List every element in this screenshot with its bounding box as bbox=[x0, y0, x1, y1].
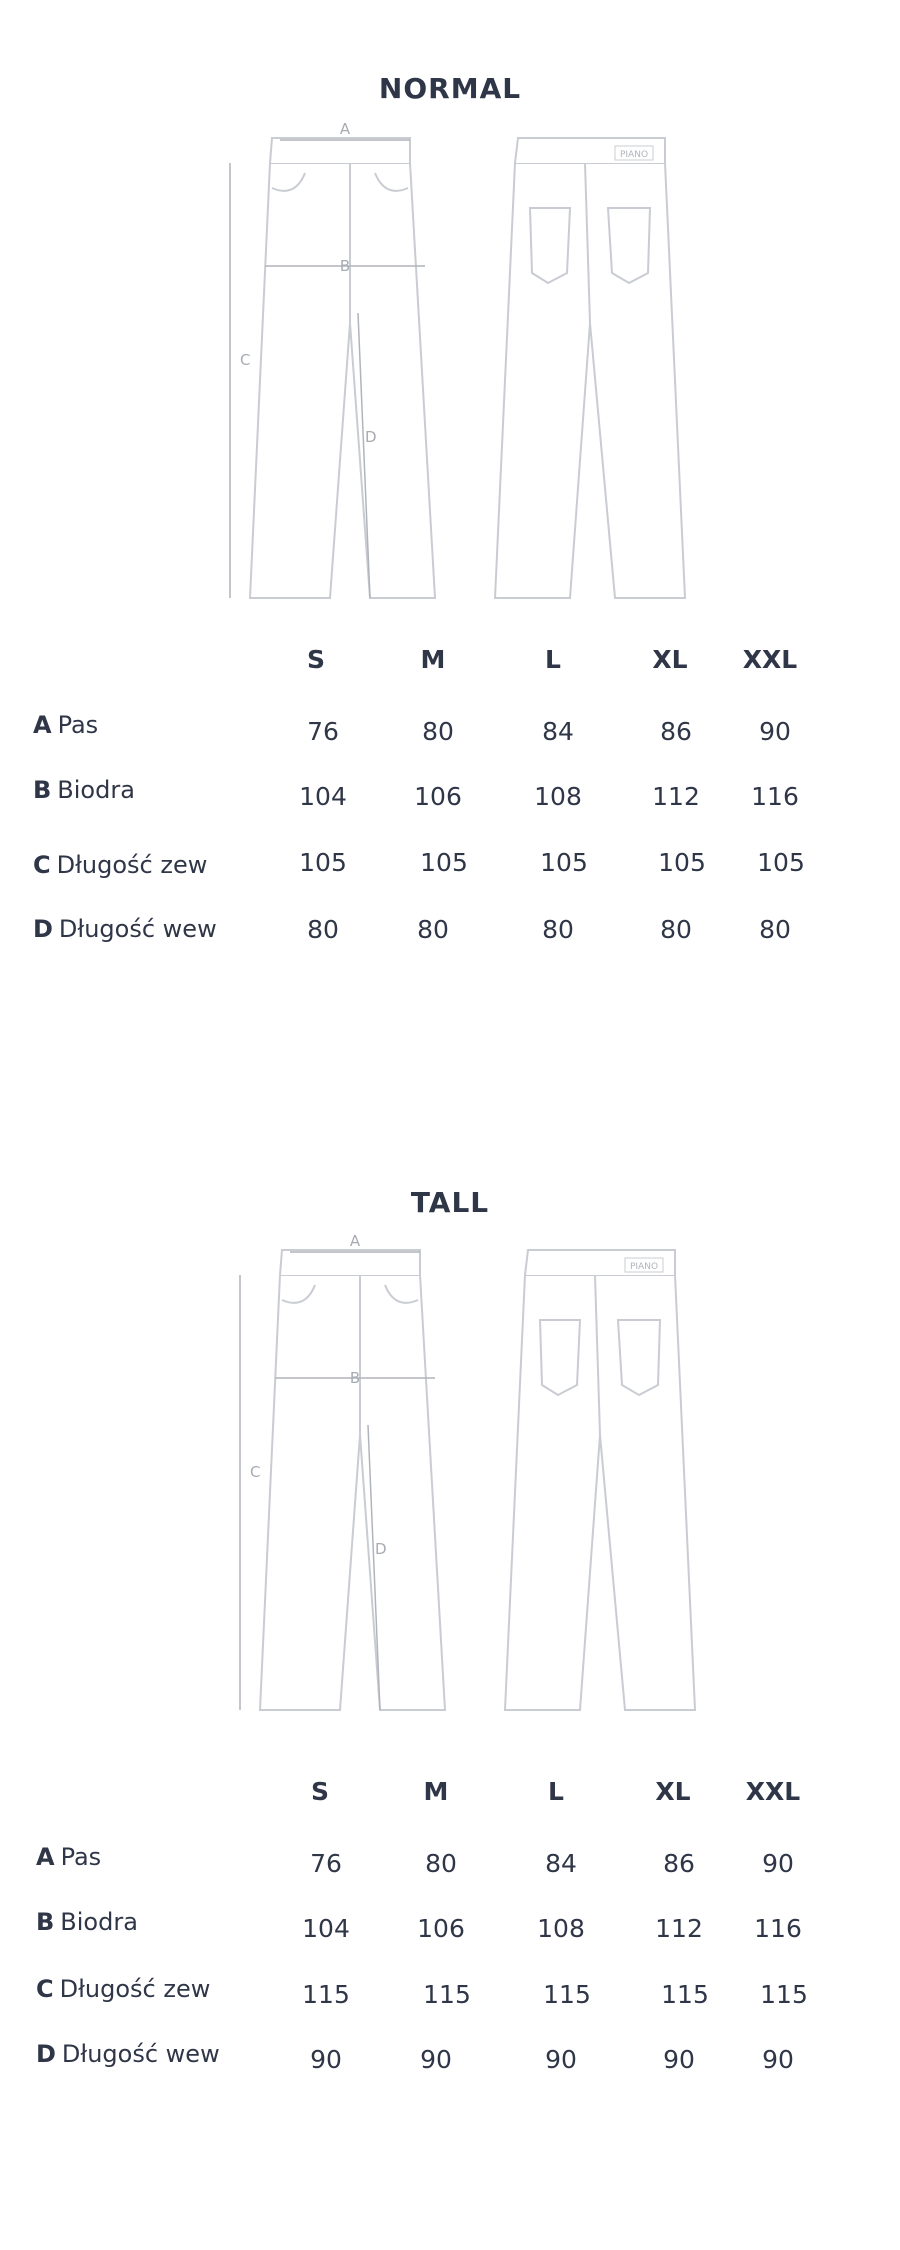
row-name: Długość wew bbox=[61, 2040, 220, 2068]
table-cell: 105 bbox=[420, 848, 468, 877]
row-name: Długość zew bbox=[56, 851, 208, 879]
jeans-illustration bbox=[220, 1230, 720, 1720]
size-header: XL bbox=[655, 1777, 691, 1806]
row-name: Biodra bbox=[57, 776, 135, 804]
table-cell: 80 bbox=[759, 915, 791, 944]
table-cell: 90 bbox=[759, 717, 791, 746]
table-cell: 115 bbox=[302, 1980, 350, 2009]
table-cell: 86 bbox=[660, 717, 692, 746]
measure-letter-d: D bbox=[365, 428, 377, 446]
table-cell: 80 bbox=[422, 717, 454, 746]
size-header: XXL bbox=[745, 1777, 801, 1806]
brand-tag-text: PIANO bbox=[629, 1262, 659, 1272]
table-cell: 90 bbox=[310, 2045, 342, 2074]
table-cell: 112 bbox=[655, 1914, 703, 1943]
size-header: XL bbox=[652, 645, 688, 674]
jeans-diagram bbox=[210, 118, 710, 608]
size-header: L bbox=[548, 1777, 564, 1806]
row-letter: B bbox=[36, 1908, 55, 1936]
table-cell: 86 bbox=[663, 1849, 695, 1878]
size-header: S bbox=[310, 1777, 330, 1806]
row-label-b bbox=[33, 776, 135, 804]
table-cell: 116 bbox=[751, 782, 799, 811]
table-cell: 84 bbox=[545, 1849, 577, 1878]
row-label-b bbox=[36, 1908, 138, 1936]
row-letter: B bbox=[33, 776, 52, 804]
row-label-d bbox=[36, 2040, 220, 2068]
size-header: M bbox=[423, 1777, 449, 1806]
row-label-c bbox=[36, 1975, 210, 2003]
size-header: M bbox=[420, 645, 446, 674]
table-cell: 104 bbox=[299, 782, 347, 811]
table-cell: 116 bbox=[754, 1914, 802, 1943]
table-cell: 80 bbox=[660, 915, 692, 944]
table-cell: 80 bbox=[417, 915, 449, 944]
section-title: TALL bbox=[410, 1186, 490, 1219]
row-name: Długość zew bbox=[59, 1975, 211, 2003]
row-label-a bbox=[36, 1843, 101, 1871]
row-letter: C bbox=[36, 1975, 54, 2003]
measure-letter-a: A bbox=[339, 120, 351, 138]
table-cell: 115 bbox=[543, 1980, 591, 2009]
table-cell: 90 bbox=[545, 2045, 577, 2074]
brand-tag-text: PIANO bbox=[619, 150, 649, 160]
row-name: Pas bbox=[57, 711, 99, 739]
row-letter: A bbox=[33, 711, 52, 739]
measure-letter-a: A bbox=[349, 1232, 361, 1250]
table-cell: 106 bbox=[414, 782, 462, 811]
table-cell: 105 bbox=[757, 848, 805, 877]
row-name: Biodra bbox=[60, 1908, 138, 1936]
table-cell: 115 bbox=[661, 1980, 709, 2009]
table-cell: 108 bbox=[534, 782, 582, 811]
table-cell: 80 bbox=[307, 915, 339, 944]
table-cell: 90 bbox=[663, 2045, 695, 2074]
row-letter: C bbox=[33, 851, 51, 879]
jeans-illustration bbox=[210, 118, 710, 608]
table-cell: 90 bbox=[420, 2045, 452, 2074]
table-cell: 108 bbox=[537, 1914, 585, 1943]
table-cell: 84 bbox=[542, 717, 574, 746]
table-cell: 76 bbox=[307, 717, 339, 746]
row-letter: D bbox=[36, 2040, 56, 2068]
table-cell: 76 bbox=[310, 1849, 342, 1878]
measure-letter-c: C bbox=[250, 1463, 261, 1481]
size-header: L bbox=[545, 645, 561, 674]
table-cell: 90 bbox=[762, 2045, 794, 2074]
table-cell: 80 bbox=[542, 915, 574, 944]
table-cell: 115 bbox=[760, 1980, 808, 2009]
table-cell: 112 bbox=[652, 782, 700, 811]
table-cell: 80 bbox=[425, 1849, 457, 1878]
table-cell: 105 bbox=[299, 848, 347, 877]
row-label-c bbox=[33, 851, 207, 879]
size-header: XXL bbox=[742, 645, 798, 674]
table-cell: 90 bbox=[762, 1849, 794, 1878]
table-cell: 106 bbox=[417, 1914, 465, 1943]
table-cell: 104 bbox=[302, 1914, 350, 1943]
measure-letter-d: D bbox=[375, 1540, 387, 1558]
table-cell: 105 bbox=[540, 848, 588, 877]
table-cell: 105 bbox=[658, 848, 706, 877]
measure-letter-b: B bbox=[339, 257, 351, 275]
measure-letter-c: C bbox=[240, 351, 251, 369]
table-cell: 115 bbox=[423, 1980, 471, 2009]
size-header: S bbox=[306, 645, 326, 674]
row-label-a bbox=[33, 711, 98, 739]
row-label-d bbox=[33, 915, 217, 943]
section-title: NORMAL bbox=[378, 72, 522, 105]
jeans-diagram bbox=[220, 1230, 720, 1720]
row-letter: D bbox=[33, 915, 53, 943]
measure-letter-b: B bbox=[349, 1369, 361, 1387]
row-letter: A bbox=[36, 1843, 55, 1871]
row-name: Pas bbox=[60, 1843, 102, 1871]
row-name: Długość wew bbox=[58, 915, 217, 943]
